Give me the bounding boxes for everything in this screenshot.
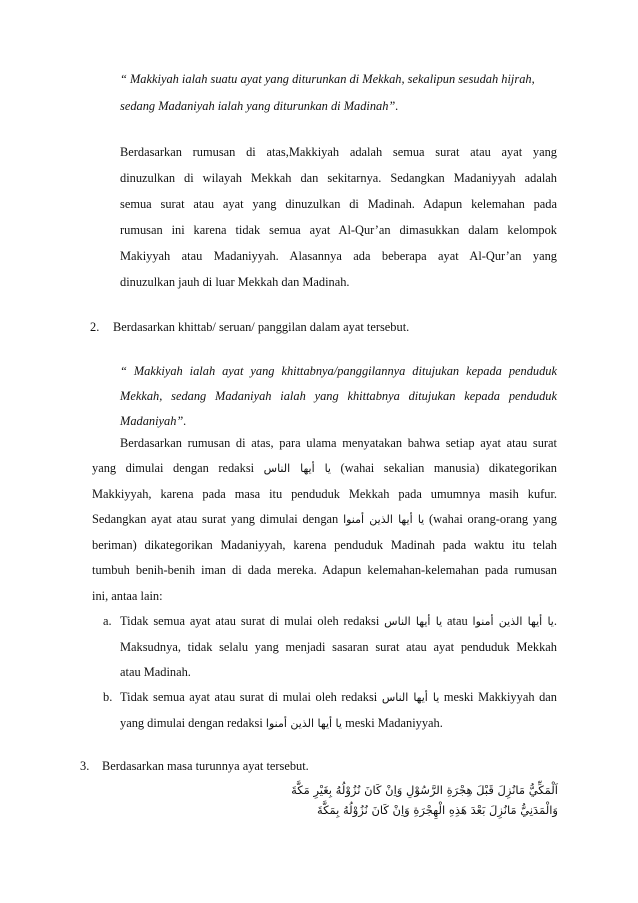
list-b-label: b. [103,690,113,704]
para2-line-2 [92,461,557,476]
para2-line-5: beriman) dikategorikan Madaniyyah, karena penduduk Madinah pada waktu itu telah [92,538,557,552]
list-b-line-1-b: meski Makkiyyah dan [443,690,558,704]
para2-line-4-a: Sedangkan ayat atau surat yang dimulai dengan [92,512,339,526]
arabic-ya-ayyuha-an-nas: يا أيها الناس [263,462,331,475]
list-b-line-1-a: Tidak semua ayat atau surat di mulai oleh redaksi [120,690,378,704]
para1-line-4: rumusan ini karena tidak semua ayat Al-Qur’an dimasukkan dalam kelompok [120,223,557,237]
para2-line-2-a: yang dimulai dengan redaksi [92,461,255,475]
item2-heading: Berdasarkan khittab/ seruan/ panggilan dalam ayat tersebut. [113,320,410,334]
list-b-line-1 [120,690,557,705]
list-a-label: a. [103,614,112,628]
quote-makkiyah-line-2: sedang Madaniyah ialah yang diturunkan di Madinah”. [120,99,399,113]
para1-line-6: dinuzulkan jauh di luar Mekkah dan Madinah. [120,275,350,289]
para2-line-2-b: (wahai sekalian manusia) dikategorikan [340,461,557,475]
item3-heading: Berdasarkan masa turunnya ayat tersebut. [102,759,309,773]
item3-arabic-line-2: وَالْمَدَنِيُّ مَانُزِلَ بَعْدَ هَذِهِ الْهِجْرَةِ وَاِنْ كَانَ نُزُوْلُهُ بِمَكَّةَ [317,803,558,817]
quote2-line-2: Mekkah, sedang Madaniyah ialah yang khittabnya ditujukan kepada penduduk [120,389,557,403]
list-a-arabic-1: يا أيها الناس [384,615,443,628]
para2-line-4 [92,512,557,527]
list-a-line-2: Maksudnya, tidak selalu yang menjadi sasaran surat atau ayat penduduk Mekkah [120,640,557,654]
list-b-line-2-b: meski Madaniyyah. [345,716,443,730]
para2-line-3: Makkiyyah, karena pada masa itu penduduk Mekkah pada umumnya masih kufur. [92,487,557,501]
list-b-line-2-a: yang dimulai dengan redaksi [120,716,263,730]
list-a-line-1-c: . [553,614,557,628]
item3-number: 3. [80,759,90,773]
list-b-arabic-2: يا أيها الذين أمنوا [265,717,342,730]
list-b-line-2 [120,716,557,731]
para1-line-2: dinuzulkan di wilayah Mekkah dan sekitarnya. Sedangkan Madaniyyah adalah [120,171,557,185]
list-a-line-1-b: atau [447,614,468,628]
list-b-arabic-1: يا أيها الناس [381,691,440,704]
item2-number: 2. [90,320,100,334]
quote2-line-3: Madaniyah”. [120,414,187,428]
para1-line-1: Berdasarkan rumusan di atas,Makkiyah adalah semua surat atau ayat yang [120,145,557,159]
arabic-ya-ayyuha-alladzina-amanu: يا أيها الذين أمنوا [343,513,425,526]
list-a-line-3: atau Madinah. [120,665,191,679]
para2-line-4-b: (wahai orang-orang yang [429,512,557,526]
para1-line-3: semua surat atau ayat yang dinuzulkan di Madinah. Adapun kelemahan pada [120,197,557,211]
para1-line-5: Makiyyah atau Madaniyyah. Alasannya ada beberapa ayat Al-Qur’an yang [120,249,557,263]
quote-makkiyah-line-1: “ Makkiyah ialah suatu ayat yang diturunkan di Mekkah, sekalipun sesudah hijrah, [120,72,535,86]
list-a-arabic-2: يا أيها الذين أمنوا [472,615,554,628]
list-a-line-1-a: Tidak semua ayat atau surat di mulai oleh redaksi [120,614,380,628]
quote2-line-1: “ Makkiyah ialah ayat yang khittabnya/panggilannya ditujukan kepada penduduk [120,364,557,378]
list-a-line-1 [120,614,557,629]
para2-line-6: tumbuh benih-benih iman di dada mereka. Adapun kelemahan-kelemahan pada rumusan [92,563,557,577]
item3-arabic-line-1: اَلْمَكِّيُّ مَانُزِلَ قَبْلَ هِجْرَةِ الرَّسُوْلِ وَاِنْ كَانَ نُزُوْلُهُ بِغَيْرِ مَكَّةَ [291,783,558,797]
para2-line-1: Berdasarkan rumusan di atas, para ulama menyatakan bahwa setiap ayat atau surat [120,436,557,450]
para2-line-7: ini, antaa lain: [92,589,163,603]
